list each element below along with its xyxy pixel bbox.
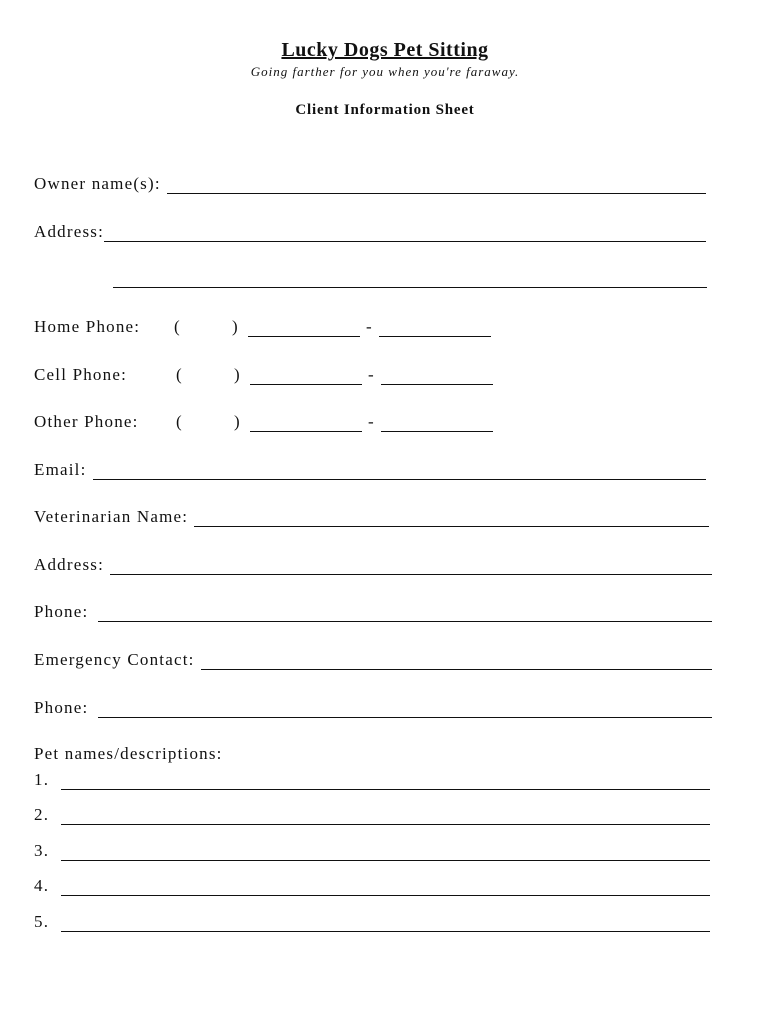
emergency-phone-field[interactable] [98, 699, 712, 718]
vet-name-field[interactable] [194, 508, 709, 527]
pet-row-4 [34, 872, 710, 896]
home-phone-row [34, 313, 491, 337]
home-phone-label: Home Phone: [34, 317, 141, 336]
home-phone-dash: - [366, 317, 373, 336]
vet-name-row [34, 503, 709, 527]
business-tagline: Going farther for you when you're faraway. [250, 64, 520, 79]
emergency-contact-field[interactable] [201, 651, 712, 670]
other-phone-open-paren: ( [176, 412, 183, 431]
cell-phone-dash: - [368, 365, 375, 384]
owner-name-row [34, 170, 706, 194]
vet-phone-field[interactable] [98, 603, 712, 622]
emergency-contact-row [34, 646, 712, 670]
pet-field-5[interactable] [61, 913, 710, 932]
vet-name-label: Veterinarian Name: [34, 507, 189, 526]
business-title: Lucky Dogs Pet Sitting [281, 39, 489, 61]
pet-row-5 [34, 908, 710, 932]
owner-name-label: Owner name(s): [34, 174, 161, 193]
pet-row-2 [34, 801, 710, 825]
pet-number: 2. [34, 805, 50, 824]
form-header [0, 38, 770, 119]
owner-address-label: Address: [34, 222, 105, 241]
cell-phone-line-field[interactable] [381, 366, 493, 385]
vet-address-row [34, 551, 712, 575]
vet-phone-label: Phone: [34, 602, 89, 621]
pet-number: 5. [34, 912, 50, 931]
emergency-phone-row [34, 694, 712, 718]
home-phone-open-paren: ( [174, 317, 181, 336]
other-phone-close-paren: ) [234, 412, 241, 431]
home-phone-close-paren: ) [232, 317, 239, 336]
email-field[interactable] [93, 461, 706, 480]
pet-field-3[interactable] [61, 842, 710, 861]
owner-address-field-line2[interactable] [113, 269, 707, 288]
other-phone-label: Other Phone: [34, 412, 139, 431]
other-phone-dash: - [368, 412, 375, 431]
cell-phone-row [34, 361, 493, 385]
vet-phone-row [34, 598, 712, 622]
cell-phone-prefix-field[interactable] [250, 366, 362, 385]
home-phone-prefix-field[interactable] [248, 318, 360, 337]
pet-field-4[interactable] [61, 877, 710, 896]
pet-number: 3. [34, 841, 50, 860]
cell-phone-label: Cell Phone: [34, 365, 128, 384]
other-phone-row [34, 408, 493, 432]
sheet-title: Client Information Sheet [295, 102, 475, 118]
pet-number: 1. [34, 770, 50, 789]
home-phone-line-field[interactable] [379, 318, 491, 337]
pet-number: 4. [34, 876, 50, 895]
owner-name-field[interactable] [167, 175, 706, 194]
email-row [34, 456, 706, 480]
owner-address-line2-row [113, 264, 707, 288]
vet-address-field[interactable] [110, 556, 712, 575]
pet-names-label: Pet names/descriptions: [34, 744, 223, 763]
other-phone-line-field[interactable] [381, 413, 493, 432]
owner-address-field[interactable] [104, 223, 706, 242]
cell-phone-close-paren: ) [234, 365, 241, 384]
other-phone-prefix-field[interactable] [250, 413, 362, 432]
email-label: Email: [34, 460, 87, 479]
vet-address-label: Address: [34, 555, 105, 574]
owner-address-row [34, 218, 706, 242]
emergency-phone-label: Phone: [34, 698, 89, 717]
pet-field-2[interactable] [61, 806, 710, 825]
cell-phone-open-paren: ( [176, 365, 183, 384]
emergency-contact-label: Emergency Contact: [34, 650, 195, 669]
pet-row-1 [34, 766, 710, 790]
pet-row-3 [34, 837, 710, 861]
pet-field-1[interactable] [61, 771, 710, 790]
